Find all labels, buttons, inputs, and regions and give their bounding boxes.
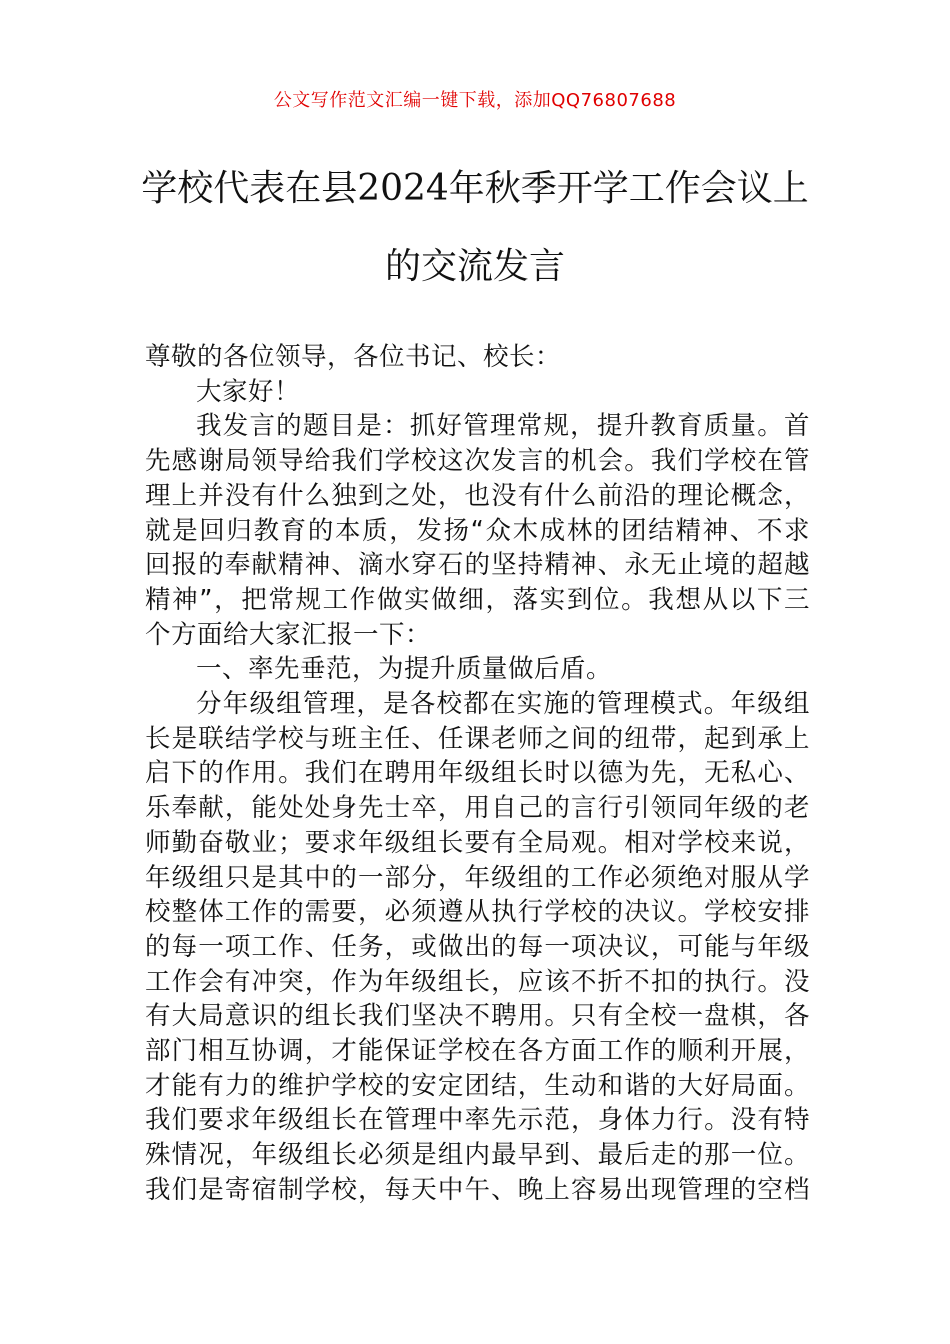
download-banner: 公文写作范文汇编一键下载，添加QQ76807688 [273,90,677,111]
text-line: 精神”，把常规工作做实做细，落实到位。我想从以下三 [145,584,810,615]
paragraph-intro [145,409,810,652]
text-line: 启下的作用。我们在聘用年级组长时以德为先，无私心、 [145,758,810,789]
text-line: 年级组只是其中的一部分，年级组的工作必须绝对服从学 [145,862,810,893]
paragraph-grade-management [145,687,810,1208]
text-line: 理上并没有什么独到之处，也没有什么前沿的理论概念， [145,480,810,511]
text-line: 就是回归教育的本质，发扬“众木成林的团结精神、不求 [145,515,810,546]
text-line: 殊情况，年级组长必须是组内最早到、最后走的那一位。 [145,1140,810,1171]
document-body [145,340,810,1208]
section-heading-1: 一、率先垂范，为提升质量做后盾。 [196,654,613,685]
text-line: 回报的奉献精神、滴水穿石的坚持精神、永无止境的超越 [145,550,810,581]
salutation: 尊敬的各位领导，各位书记、校长： [145,342,562,372]
text-line: 乐奉献，能处处身先士卒，用自己的言行引领同年级的老 [145,793,810,824]
text-line: 师勤奋敬业；要求年级组长要有全局观。相对学校来说， [145,827,810,858]
text-line: 工作会有冲突，作为年级组长，应该不折不扣的执行。没 [145,966,810,997]
text-line: 我发言的题目是：抓好管理常规，提升教育质量。首 [196,411,810,442]
greeting: 大家好！ [196,376,301,407]
document-title [100,150,850,306]
title-line-2: 的交流发言 [384,246,565,287]
text-line: 个方面给大家汇报一下： [145,619,432,650]
text-line: 的每一项工作、任务，或做出的每一项决议，可能与年级 [145,931,810,962]
text-line: 长是联结学校与班主任、任课老师之间的纽带，起到承上 [145,723,810,754]
text-line: 校整体工作的需要，必须遵从执行学校的决议。学校安排 [145,897,810,928]
text-line: 我们是寄宿制学校，每天中午、晚上容易出现管理的空档 [145,1174,810,1205]
text-line: 有大局意识的组长我们坚决不聘用。只有全校一盘棋，各 [145,1001,810,1032]
text-line: 先感谢局领导给我们学校这次发言的机会。我们学校在管 [145,446,810,477]
title-line-1: 学校代表在县2024年秋季开学工作会议上 [141,168,809,209]
text-line: 部门相互协调，才能保证学校在各方面工作的顺利开展， [145,1036,810,1067]
text-line: 分年级组管理，是各校都在实施的管理模式。年级组 [196,689,810,720]
text-line: 才能有力的维护学校的安定团结，生动和谐的大好局面。 [145,1070,810,1101]
text-line: 我们要求年级组长在管理中率先示范，身体力行。没有特 [145,1105,810,1136]
